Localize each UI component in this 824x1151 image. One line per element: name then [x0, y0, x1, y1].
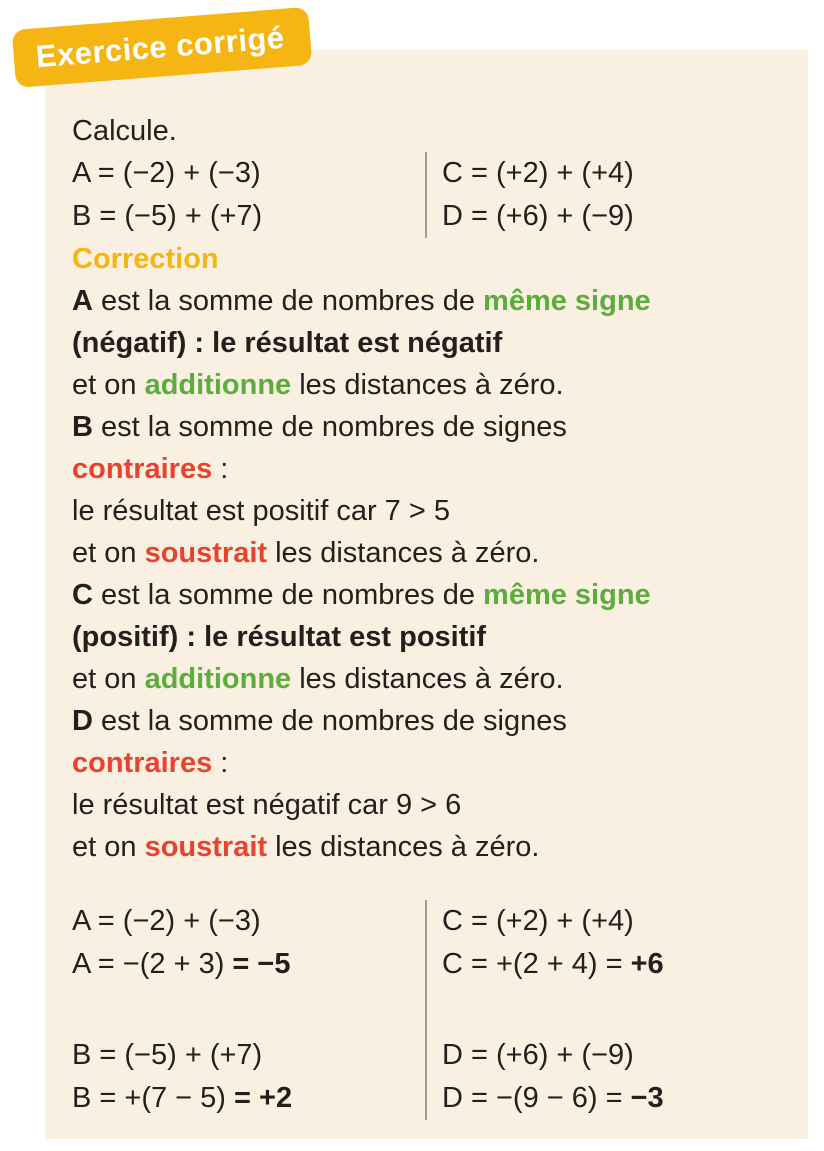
text-line: B est la somme de nombres de signes: [72, 411, 567, 443]
text-line: C = +(2 + 4) = +6: [442, 948, 664, 980]
text-line: contraires :: [72, 747, 229, 779]
text-line: B = (−5) + (+7): [72, 1039, 263, 1071]
solution-gap-right: [442, 986, 788, 1034]
correction-text: [72, 280, 788, 868]
text-line: A = (−2) + (−3): [72, 157, 261, 189]
given-equations-left: [72, 152, 425, 238]
solution-a: [72, 900, 425, 986]
solution-c: [442, 900, 788, 986]
text-line: et on additionne les distances à zéro.: [72, 369, 564, 401]
text-line: et on soustrait les distances à zéro.: [72, 537, 540, 569]
text-line: et on additionne les distances à zéro.: [72, 663, 564, 695]
text-line: C = (+2) + (+4): [442, 905, 634, 937]
solution-gap-left: [72, 986, 425, 1034]
text-line: C est la somme de nombres de même signe: [72, 579, 651, 611]
text-line: A = −(2 + 3) = −5: [72, 948, 291, 980]
text-line: D = −(9 − 6) = −3: [442, 1082, 664, 1114]
solution-equations: [72, 900, 788, 1120]
text-line: A est la somme de nombres de même signe: [72, 285, 651, 317]
text-line: contraires :: [72, 453, 229, 485]
text-line: D est la somme de nombres de signes: [72, 705, 567, 737]
text-line: B = +(7 − 5) = +2: [72, 1082, 293, 1114]
correction-heading: Correction: [72, 243, 219, 275]
given-equations-right: [425, 152, 788, 238]
solution-d: [442, 1034, 788, 1120]
text-line: le résultat est positif car 7 > 5: [72, 495, 450, 527]
solution-b: [72, 1034, 425, 1120]
text-line: (négatif) : le résultat est négatif: [72, 327, 503, 359]
exercise-content: [72, 110, 788, 1120]
text-line: A = (−2) + (−3): [72, 905, 261, 937]
text-line: (positif) : le résultat est positif: [72, 621, 487, 653]
solution-equations-right: [425, 900, 788, 1120]
text-line: C = (+2) + (+4): [442, 157, 634, 189]
exercise-badge-label: Exercice corrigé: [34, 19, 286, 75]
calcule-title: Calcule.: [72, 115, 177, 147]
text-line: le résultat est négatif car 9 > 6: [72, 789, 462, 821]
solution-equations-left: [72, 900, 425, 1120]
text-line: et on soustrait les distances à zéro.: [72, 831, 540, 863]
text-line: B = (−5) + (+7): [72, 200, 263, 232]
text-line: D = (+6) + (−9): [442, 1039, 634, 1071]
given-equations: [72, 152, 788, 238]
text-line: D = (+6) + (−9): [442, 200, 634, 232]
